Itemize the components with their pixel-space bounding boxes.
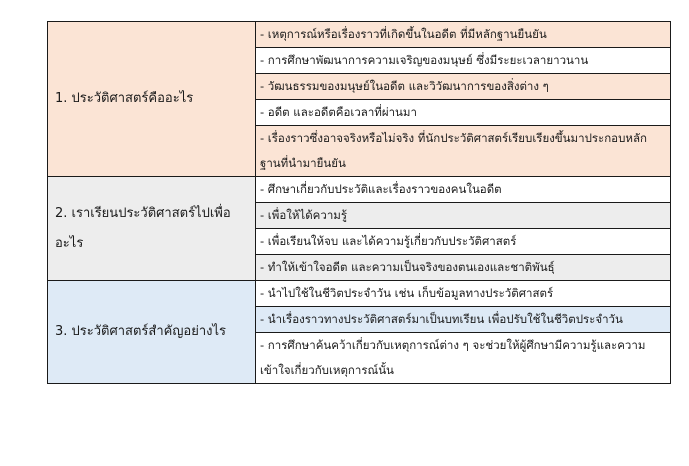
item-cell: - เพื่อให้ได้ความรู้ (256, 203, 671, 229)
item-cell: - เพื่อเรียนให้จบ และได้ความรู้เกี่ยวกับประวัติศาสตร์ (256, 229, 671, 255)
item-cell: - เรื่องราวซึ่งอาจจริงหรือไม่จริง ที่นักประวัติศาสตร์เรียบเรียงขึ้นมาประกอบหลักฐานที่นำมายืนยัน (256, 126, 671, 177)
topic-cell-3: 3. ประวัติศาสตร์สำคัญอย่างไร (48, 281, 256, 384)
topic-cell-1: 1. ประวัติศาสตร์คืออะไร (48, 22, 256, 177)
item-cell: - นำไปใช้ในชีวิตประจำวัน เช่น เก็บข้อมูลทางประวัติศาสตร์ (256, 281, 671, 307)
document-table-container (47, 21, 671, 384)
item-cell: - การศึกษาพัฒนาการความเจริญของมนุษย์ ซึ่งมีระยะเวลายาวนาน (256, 48, 671, 74)
item-cell: - อดีต และอดีตคือเวลาที่ผ่านมา (256, 100, 671, 126)
table-row (48, 22, 671, 48)
table-row (48, 177, 671, 203)
history-summary-table (47, 21, 671, 384)
item-cell: - ศึกษาเกี่ยวกับประวัติและเรื่องราวของคนในอดีต (256, 177, 671, 203)
item-cell: - การศึกษาค้นคว้าเกี่ยวกับเหตุการณ์ต่าง ๆ จะช่วยให้ผู้ศึกษามีความรู้และความเข้าใจเกี่ยวกับเหตุการณ์นั้น (256, 333, 671, 384)
topic-cell-2: 2. เราเรียนประวัติศาสตร์ไปเพื่ออะไร (48, 177, 256, 281)
table-row (48, 281, 671, 307)
item-cell: - วัฒนธรรมของมนุษย์ในอดีต และวิวัฒนาการของสิ่งต่าง ๆ (256, 74, 671, 100)
item-cell: - นำเรื่องราวทางประวัติศาสตร์มาเป็นบทเรียน เพื่อปรับใช้ในชีวิตประจำวัน (256, 307, 671, 333)
table-body (48, 22, 671, 384)
item-cell: - ทำให้เข้าใจอดีต และความเป็นจริงของตนเองและชาติพันธุ์ (256, 255, 671, 281)
item-cell: - เหตุการณ์หรือเรื่องราวที่เกิดขึ้นในอดีต ที่มีหลักฐานยืนยัน (256, 22, 671, 48)
